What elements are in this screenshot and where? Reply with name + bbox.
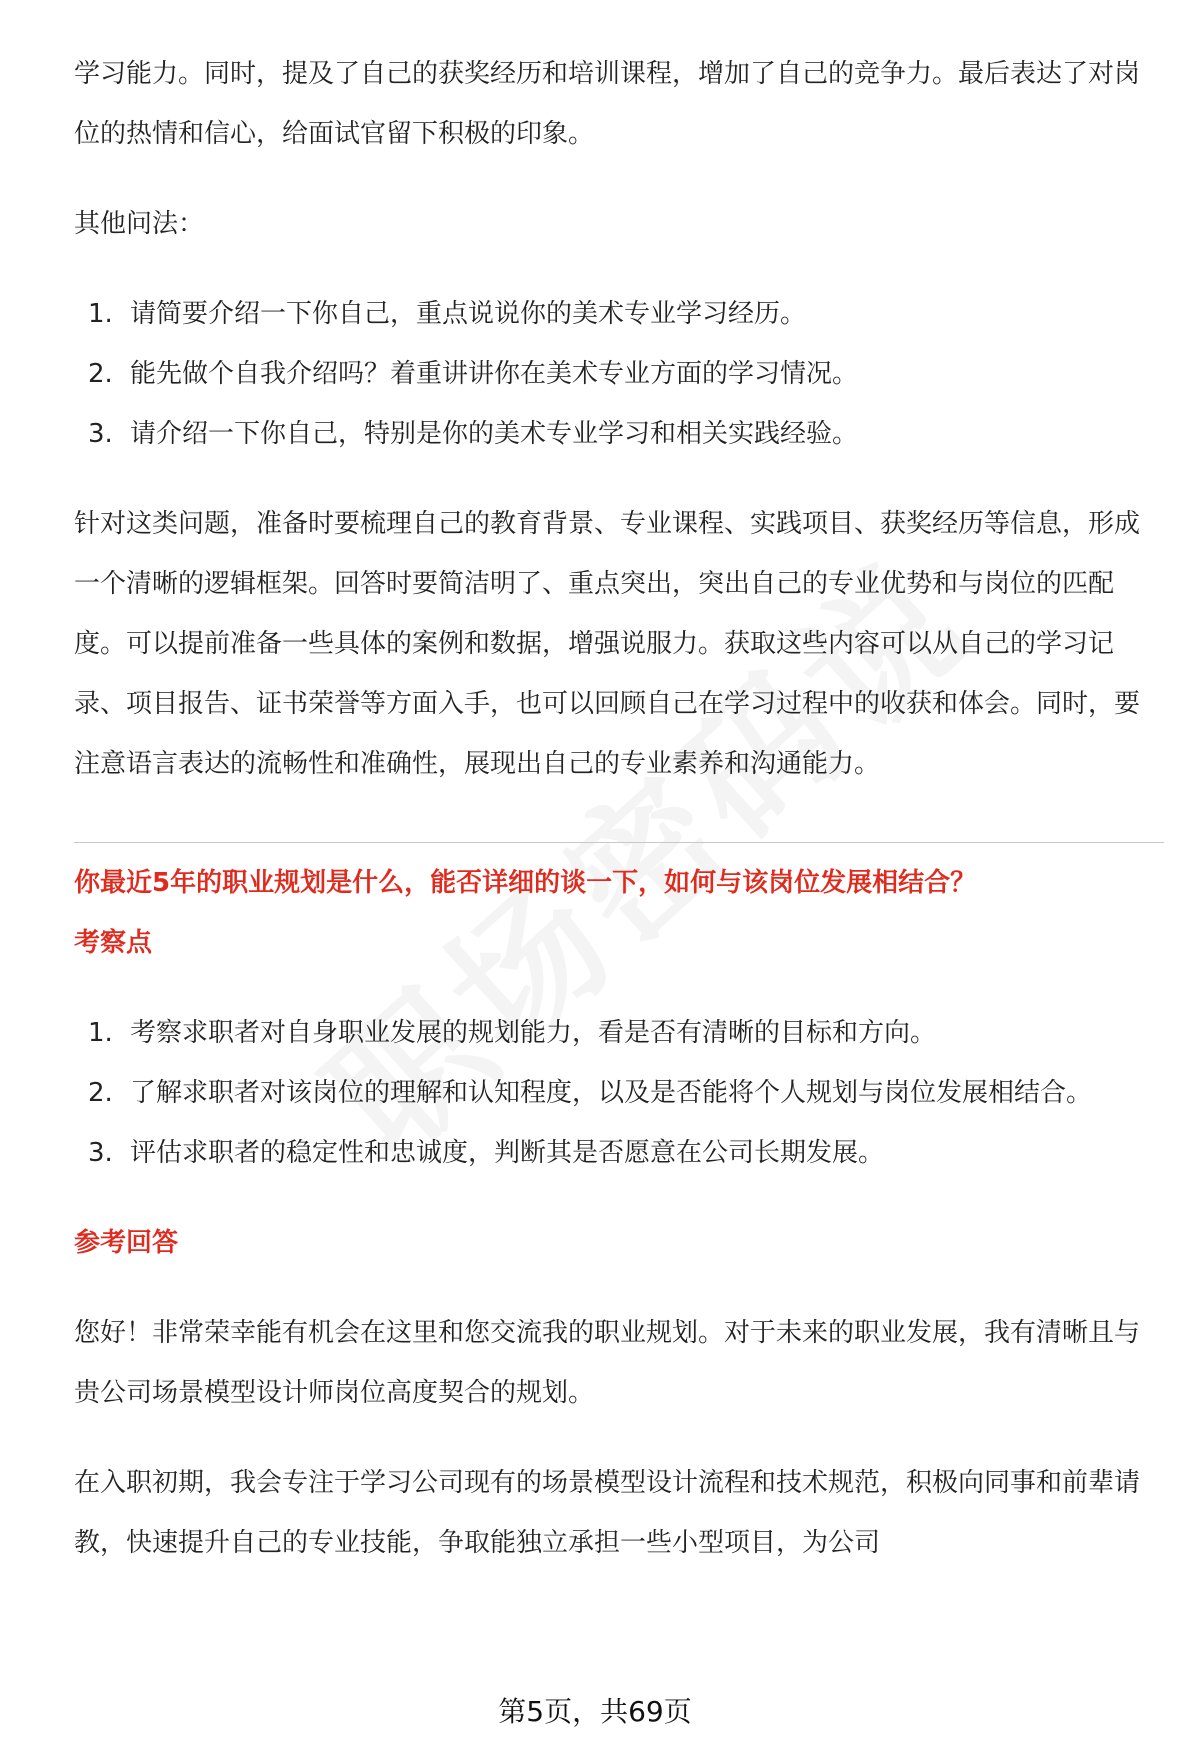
list-item: 2. 了解求职者对该岗位的理解和认知程度，以及是否能将个人规划与岗位发展相结合。 — [88, 1078, 1093, 1108]
preparation-advice-paragraph: 针对这类问题，准备时要梳理自己的教育背景、专业课程、实践项目、获奖经历等信息，形成一个清晰的逻辑框架。回答时要简洁明了、重点突出，突出自己的专业优势和与岗位的匹配度。可以提前准备一些具体的案例和数据，增强说服力。获取这些内容可以从自己的学习记录、项目报告、证书荣誉等方面入手，也可以回顾自己在学习过程中的收获和体会。同时，要注意语言表达的流畅性和准确性，展现出自己的专业素养和沟通能力。 — [74, 509, 1141, 779]
list-item: 2. 能先做个自我介绍吗？着重讲讲你在美术专业方面的学习情况。 — [88, 359, 859, 389]
list-item: 1. 考察求职者对自身职业发展的规划能力，看是否有清晰的目标和方向。 — [88, 1018, 937, 1048]
reference-answer-heading: 参考回答 — [74, 1228, 179, 1258]
answer-paragraph: 您好！非常荣幸能有机会在这里和您交流我的职业规划。对于未来的职业发展，我有清晰且与贵公司场景模型设计师岗位高度契合的规划。 — [74, 1318, 1141, 1408]
other-questions-list — [74, 284, 1164, 464]
intro-paragraph: 学习能力。同时，提及了自己的获奖经历和培训课程，增加了自己的竞争力。最后表达了对岗位的热情和信心，给面试官留下积极的印象。 — [74, 59, 1141, 149]
answer-paragraph: 在入职初期，我会专注于学习公司现有的场景模型设计流程和技术规范，积极向同事和前辈请教，快速提升自己的专业技能，争取能独立承担一些小型项目，为公司 — [74, 1468, 1141, 1558]
list-item: 1. 请简要介绍一下你自己，重点说说你的美术专业学习经历。 — [88, 299, 807, 329]
section-divider — [74, 842, 1164, 843]
assessment-points-list — [74, 1003, 1164, 1183]
page-number-footer: 第5页，共69页 — [498, 1695, 692, 1728]
page-content — [74, 44, 1164, 1573]
list-item: 3. 评估求职者的稳定性和忠诚度，判断其是否愿意在公司长期发展。 — [88, 1138, 885, 1168]
question-title: 你最近5年的职业规划是什么，能否详细的谈一下，如何与该岗位发展相结合？ — [74, 868, 977, 898]
list-item: 3. 请介绍一下你自己，特别是你的美术专业学习和相关实践经验。 — [88, 419, 859, 449]
assessment-points-heading: 考察点 — [74, 928, 153, 958]
other-questions-label: 其他问法： — [74, 209, 205, 239]
